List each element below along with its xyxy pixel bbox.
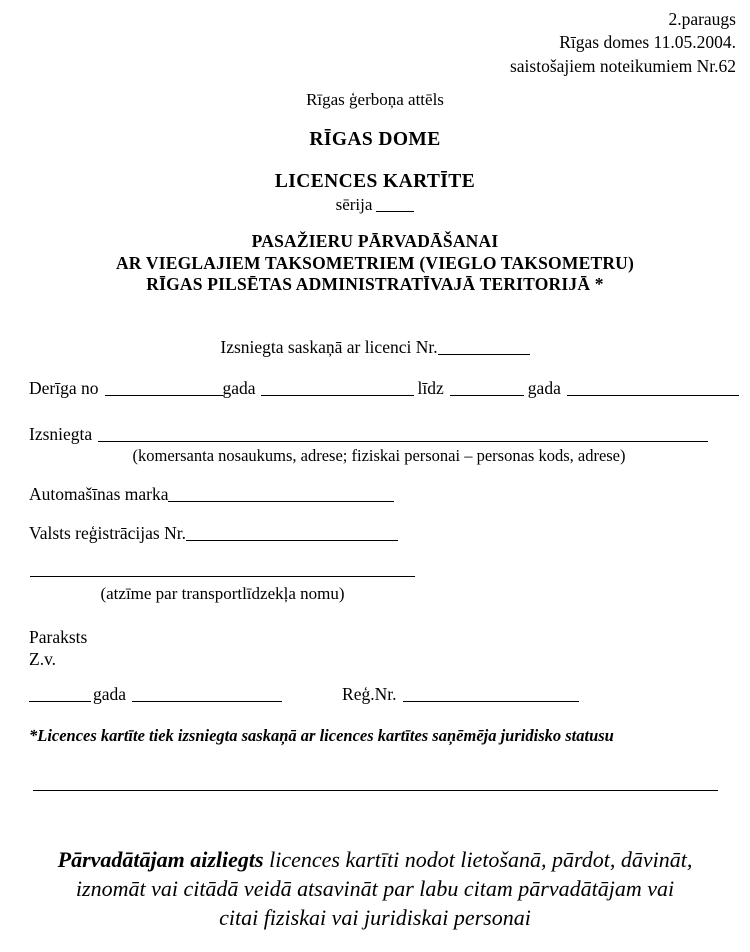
purpose-line-1: PASAŽIERU PĀRVADĀŠANAI (251, 231, 499, 251)
valid-from-year-input-blank[interactable] (105, 395, 223, 396)
issued-to-label: Izsniegta (29, 424, 93, 444)
issued-under-license-row (0, 337, 750, 358)
warning-bold-lead: Pārvadātājam aizliegts (57, 847, 264, 872)
issued-under-license-label: Izsniegta saskaņā ar licenci Nr. (220, 337, 438, 357)
registry-number-label: Reģ.Nr. (342, 684, 397, 704)
issue-year-input-blank[interactable] (29, 701, 91, 702)
page-title: LICENCES KARTĪTE (274, 171, 476, 192)
series-label: sērija (335, 195, 373, 214)
prohibition-warning (25, 845, 725, 932)
warning-line-1-rest: licences kartīti nodot lietošanā, pārdot, dāvināt, (263, 847, 693, 872)
section-divider (33, 790, 718, 791)
rent-note-input-blank[interactable] (30, 576, 415, 577)
registry-number-input-blank[interactable] (403, 701, 579, 702)
purpose-statement (0, 231, 750, 296)
header-line-regulation-number: saistošajiem noteikumiem Nr.62 (509, 55, 736, 76)
valid-from-year-word: gada (222, 378, 256, 398)
footnote-text: *Licences kartīte tiek izsniegta saskaņā ar licences kartītes saņēmēja juridisko statusu (29, 726, 614, 745)
document-header (510, 8, 736, 78)
crest-placeholder-note: Rīgas ģerboņa attēls (306, 90, 444, 109)
valid-until-date-input-blank[interactable] (567, 395, 739, 396)
date-and-registry-row (29, 684, 729, 705)
registration-number-label: Valsts reģistrācijas Nr. (29, 523, 186, 543)
validity-period-row (29, 378, 729, 399)
series-input-blank[interactable] (376, 211, 414, 212)
issue-year-word: gada (93, 684, 127, 704)
organization-name: RĪGAS DOME (309, 129, 441, 150)
valid-from-date-input-blank[interactable] (261, 395, 414, 396)
seal-label: Z.v. (29, 649, 57, 670)
signature-block (29, 626, 87, 671)
rent-note-hint: (atzīme par transportlīdzekļa nomu) (100, 584, 345, 603)
license-number-input-blank[interactable] (438, 354, 530, 355)
car-make-label: Automašīnas marka (29, 484, 169, 504)
warning-line-3: citai fiziskai vai juridiskai personai (219, 905, 531, 931)
issue-date-input-blank[interactable] (132, 701, 282, 702)
purpose-line-2: AR VIEGLAJIEM TAKSOMETRIEM (VIEGLO TAKSOMETRU) (115, 252, 635, 273)
car-make-row (29, 484, 394, 505)
car-make-input-blank[interactable] (168, 501, 394, 502)
warning-line-2: iznomāt vai citādā veidā atsavināt par labu citam pārvadātājam vai (75, 876, 675, 902)
valid-from-label: Derīga no (29, 378, 99, 398)
header-line-council-date: Rīgas domes 11.05.2004. (559, 32, 736, 53)
series-row (0, 195, 750, 215)
signature-label: Paraksts (29, 627, 88, 647)
purpose-line-3: RĪGAS PILSĒTAS ADMINISTRATĪVAJĀ TERITORIJĀ * (146, 274, 604, 295)
valid-until-year-input-blank[interactable] (450, 395, 524, 396)
valid-until-label: līdz (417, 378, 444, 398)
issued-to-input-blank[interactable] (98, 441, 708, 442)
valid-until-year-word: gada (527, 378, 561, 398)
issued-to-hint: (komersanta nosaukums, adrese; fiziskai personai – personas kods, adrese) (132, 446, 626, 465)
issued-to-row (29, 424, 729, 445)
registration-number-input-blank[interactable] (186, 540, 398, 541)
header-line-sample-number: 2.paraugs (668, 9, 736, 29)
registration-number-row (29, 523, 398, 544)
